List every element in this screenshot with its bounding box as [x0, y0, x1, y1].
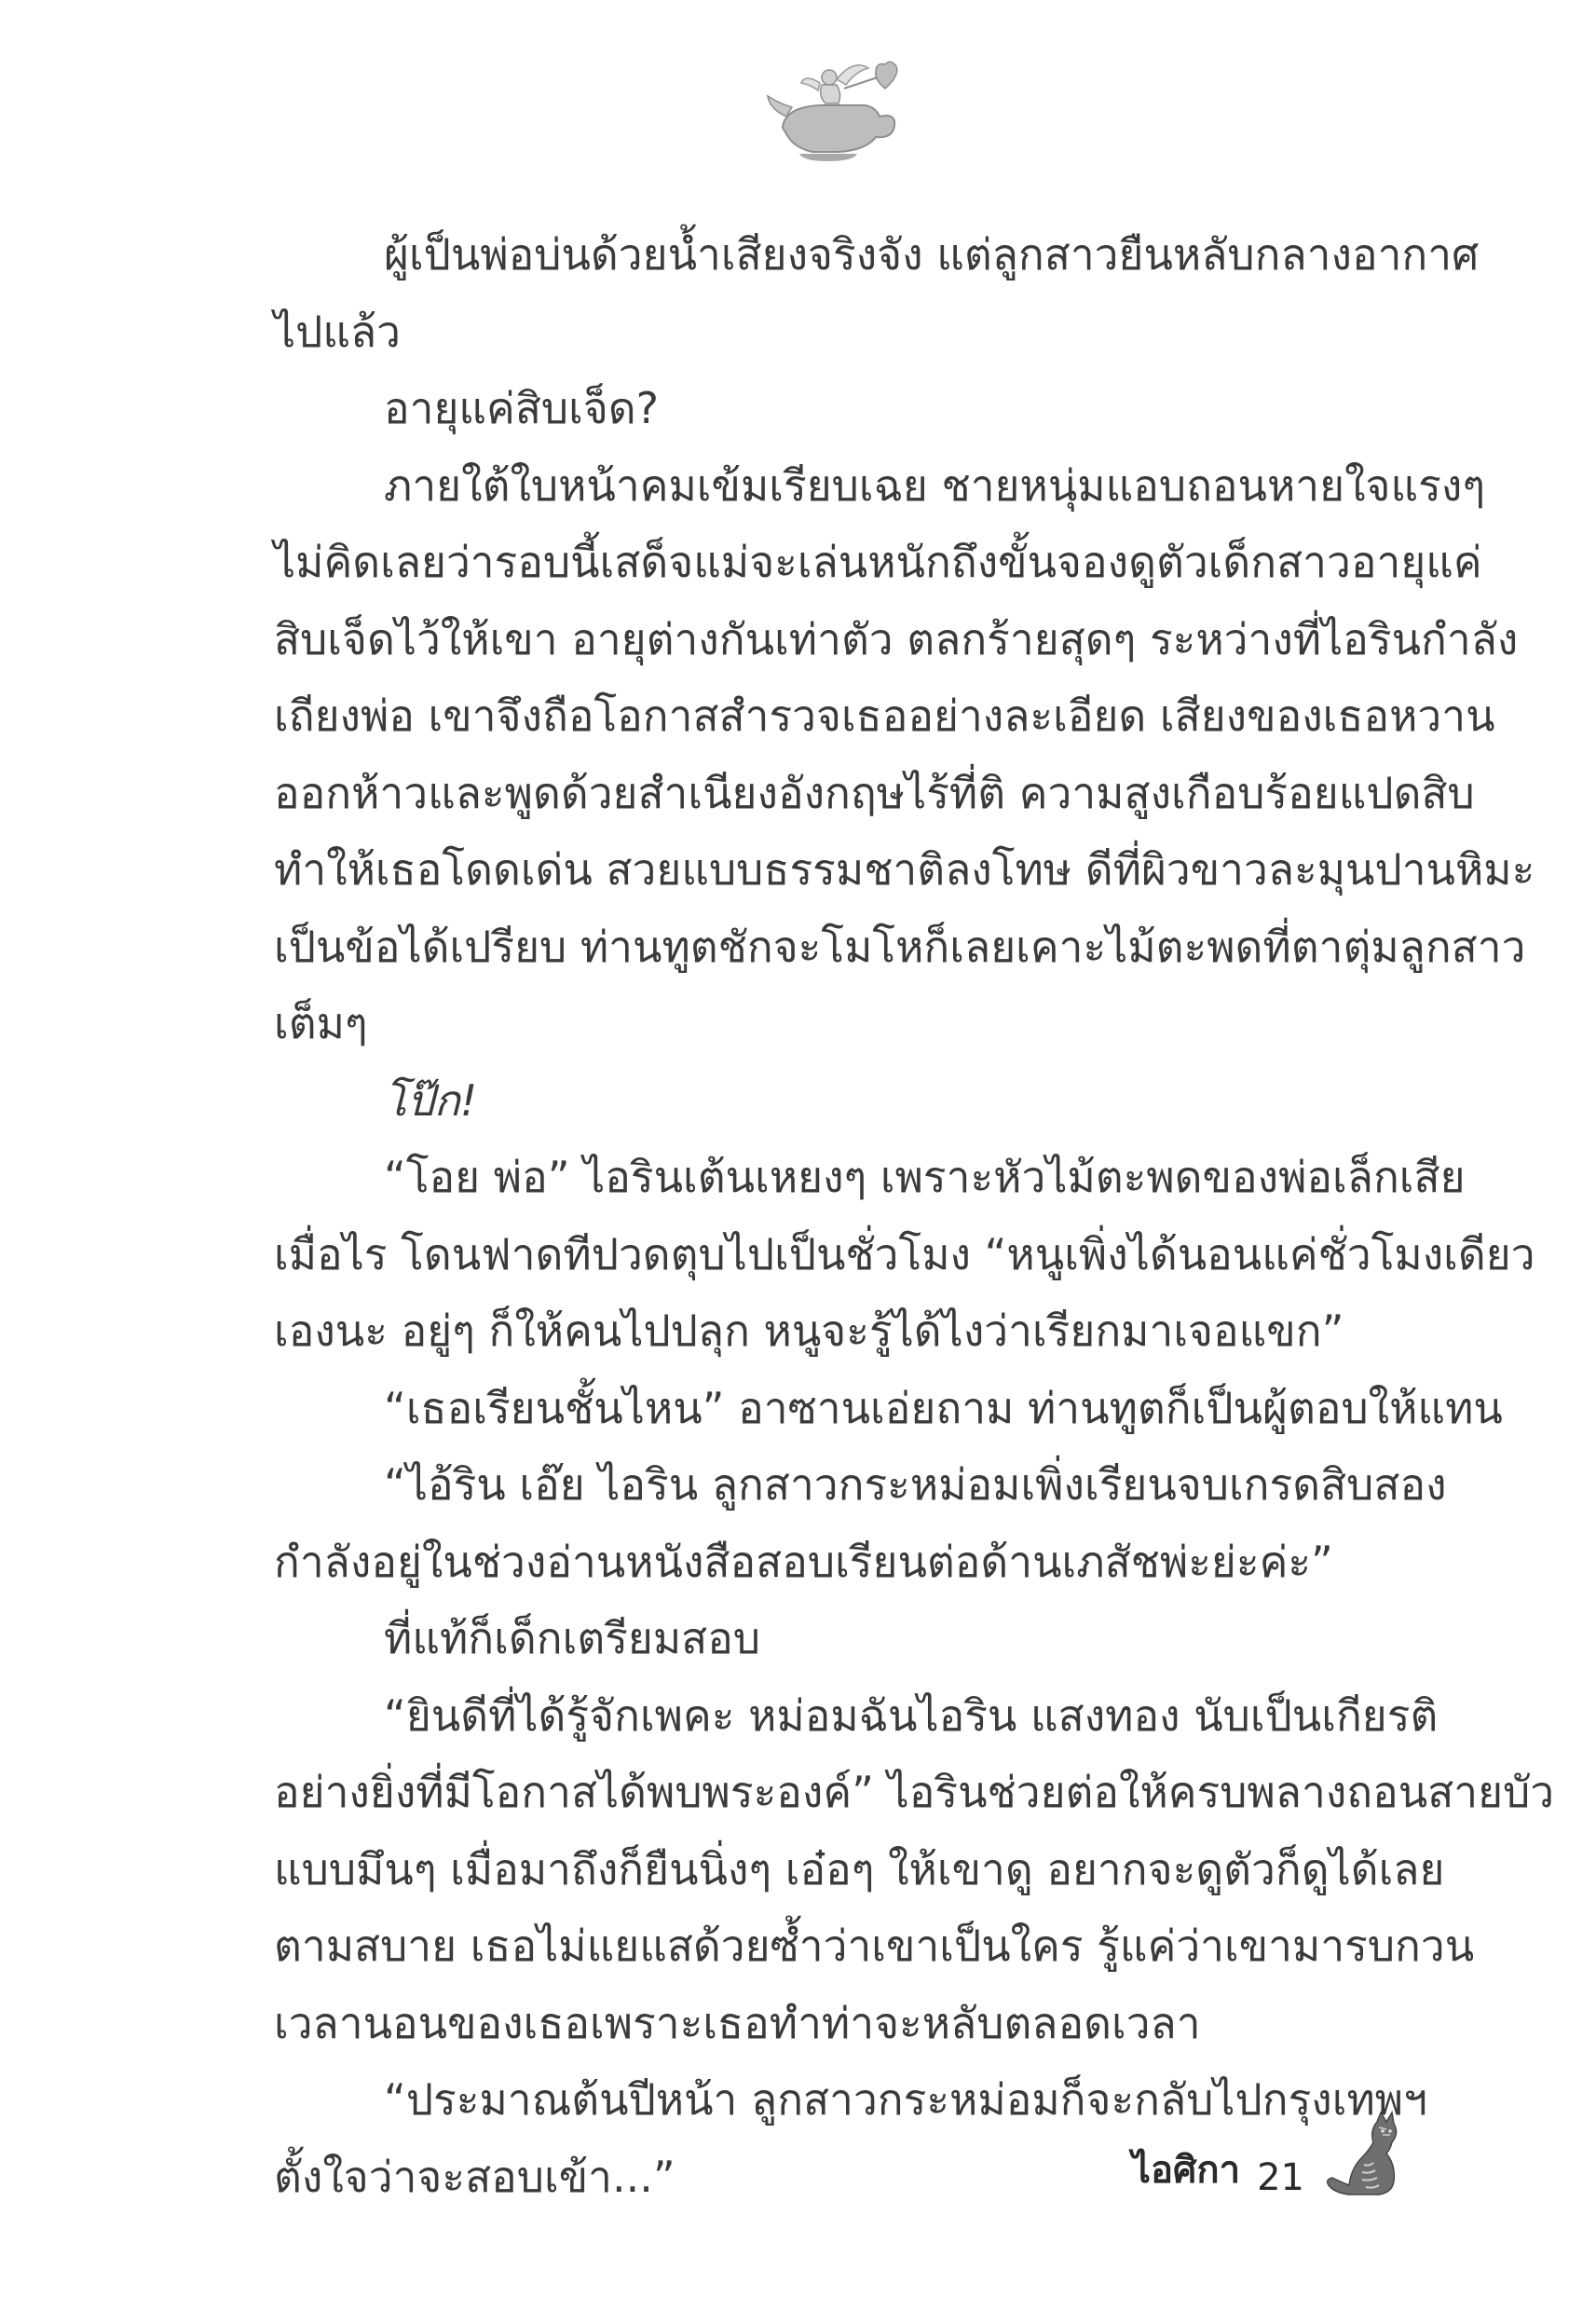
text-line: “โอย พ่อ” ไอรินเต้นเหยงๆ เพราะหัวไม้ตะพดของพ่อเล็กเสีย: [384, 1152, 1466, 1202]
cupid-teacup-icon: [764, 51, 913, 168]
text-line: ผู้เป็นพ่อบ่นด้วยน้ำเสียงจริงจัง แต่ลูกสาวยืนหลับกลางอากาศ: [384, 229, 1480, 280]
text-line: เถียงพ่อ เขาจึงถือโอกาสสำรวจเธออย่างละเอียด เสียงของเธอหวาน: [274, 691, 1495, 741]
page-number: 21: [1257, 2156, 1304, 2199]
text-line: ไปแล้ว: [274, 306, 402, 357]
page-footer: [1132, 2134, 1410, 2199]
text-line: “เธอเรียนชั้นไหน” อาซานเอ่ยถาม ท่านทูตก็เป็นผู้ตอบให้แทน: [384, 1382, 1503, 1433]
text-line: อายุแค่สิบเจ็ด?: [384, 383, 660, 433]
text-line: อย่างยิ่งที่มีโอกาสได้พบพระองค์” ไอรินช่วยต่อให้ครบพลางถอนสายบัว: [274, 1767, 1555, 1817]
body-text: [274, 216, 1555, 2215]
text-line: เป็นข้อได้เปรียบ ท่านทูตชักจะโมโหก็เลยเคาะไม้ตะพดที่ตาตุ่มลูกสาว: [274, 921, 1526, 972]
text-line: ไม่คิดเลยว่ารอบนี้เสด็จแม่จะเล่นหนักถึงขั้นจองดูตัวเด็กสาวอายุแค่: [274, 537, 1482, 587]
text-line: สิบเจ็ดไว้ให้เขา อายุต่างกันเท่าตัว ตลกร้ายสุดๆ ระหว่างที่ไอรินกำลัง: [274, 613, 1519, 664]
text-line: ที่แท้ก็เด็กเตรียมสอบ: [384, 1613, 761, 1663]
text-line: ทำให้เธอโดดเด่น สวยแบบธรรมชาติลงโทษ ดีที่ผิวขาวละมุนปานหิมะ: [274, 844, 1535, 895]
text-line: โป๊ก!: [384, 1074, 478, 1126]
text-line: เมื่อไร โดนฟาดทีปวดตุบไปเป็นชั่วโมง “หนูเพิ่งได้นอนแค่ชั่วโมงเดียว: [274, 1228, 1535, 1279]
text-line: แบบมึนๆ เมื่อมาถึงก็ยืนนิ่งๆ เอ๋อๆ ให้เขาดู อยากจะดูตัวก็ดูได้เลย: [274, 1843, 1445, 1894]
text-line: “ไอ้ริน เอ๊ย ไอริน ลูกสาวกระหม่อมเพิ่งเรียนจบเกรดสิบสอง: [384, 1459, 1447, 1510]
text-line: “ยินดีที่ได้รู้จักเพคะ หม่อมฉันไอริน แสงทอง นับเป็นเกียรติ: [384, 1689, 1439, 1741]
text-line: เวลานอนของเธอเพราะเธอทำท่าจะหลับตลอดเวลา: [274, 1997, 1201, 2048]
text-line: “ประมาณต้นปีหน้า ลูกสาวกระหม่อมก็จะกลับไปกรุงเทพฯ: [384, 2074, 1427, 2125]
text-line: ตามสบาย เธอไม่แยแสด้วยซ้ำว่าเขาเป็นใคร รู้แค่ว่าเขามารบกวน: [274, 1921, 1475, 1971]
text-line: เต็มๆ: [274, 998, 368, 1048]
text-line: ตั้งใจว่าจะสอบเข้า...”: [274, 2151, 675, 2202]
text-line: ภายใต้ใบหน้าคมเข้มเรียบเฉย ชายหนุ่มแอบถอนหายใจแรงๆ: [384, 459, 1486, 511]
cat-icon: [1321, 2111, 1410, 2199]
text-line: ออกห้าวและพูดด้วยสำเนียงอังกฤษไร้ที่ติ ความสูงเกือบร้อยแปดสิบ: [274, 767, 1475, 818]
book-title: ไอศิกา: [1131, 2149, 1241, 2192]
text-line: เองนะ อยู่ๆ ก็ให้คนไปปลุก หนูจะรู้ได้ไงว่าเรียกมาเจอแขก”: [274, 1306, 1344, 1356]
text-line: กำลังอยู่ในช่วงอ่านหนังสือสอบเรียนต่อด้านเภสัชพ่ะย่ะค่ะ”: [274, 1536, 1333, 1587]
